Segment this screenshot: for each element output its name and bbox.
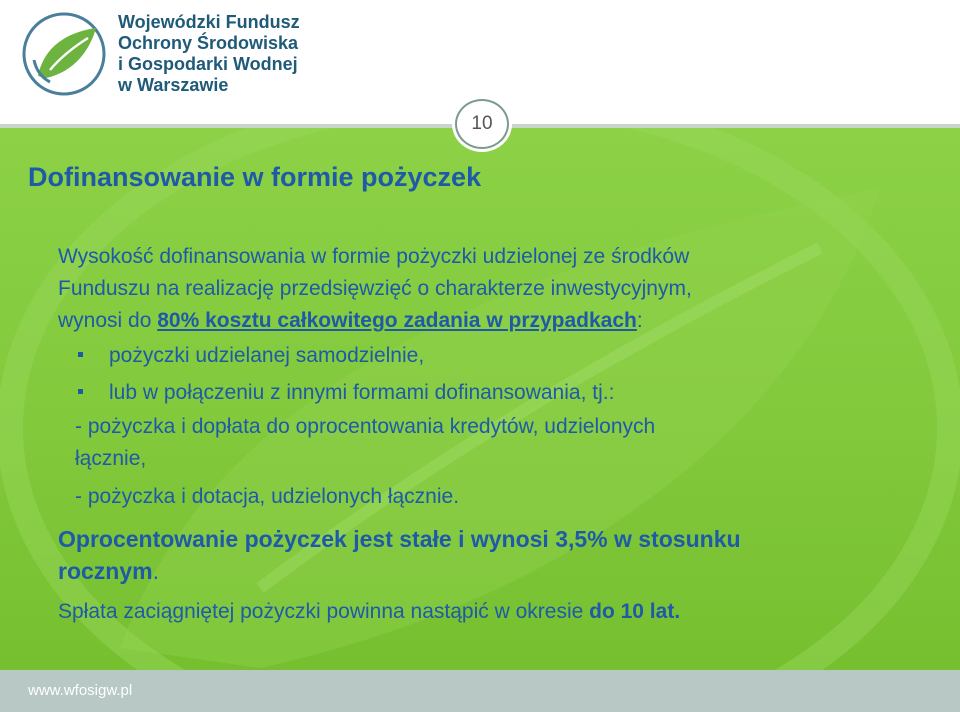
interest-suffix: . — [152, 558, 159, 584]
bullet-text: pożyczki udzielanej samodzielnie, — [109, 344, 425, 367]
slide-content — [0, 128, 960, 670]
page-number-badge — [455, 99, 509, 149]
intro-line: Funduszu na realizację przedsięwzięć o charakterze inwestycyjnym, — [58, 277, 692, 300]
bullet-item — [58, 337, 938, 374]
repayment-line — [58, 596, 938, 628]
page-number: 10 — [471, 113, 493, 134]
intro-line: Wysokość dofinansowania w formie pożyczki udzielonej ze środków — [58, 245, 690, 268]
dash-item: - pożyczka i dopłata do oprocentowania kredytów, udzielonych — [75, 415, 656, 438]
square-bullet-icon — [78, 352, 83, 357]
org-line: w Warszawie — [118, 75, 229, 95]
bullet-item — [58, 374, 938, 411]
intro-prefix: wynosi do — [58, 309, 158, 332]
footer-url-link[interactable]: www.wfosigw.pl — [28, 682, 133, 699]
organization-name — [118, 12, 300, 96]
interest-line: Oprocentowanie pożyczek jest stałe i wynosi 3,5% w stosunku — [58, 526, 741, 552]
intro-suffix: : — [636, 309, 643, 332]
footer — [0, 670, 960, 712]
intro-highlight: 80% kosztu całkowitego zadania w przypadkach — [157, 309, 637, 332]
bullet-text: lub w połączeniu z innymi formami dofinansowania, tj.: — [109, 381, 615, 404]
leaf-logo-icon — [20, 10, 108, 98]
intro-line — [58, 305, 938, 337]
slide-title: Dofinansowanie w formie pożyczek — [28, 162, 482, 192]
org-line: Wojewódzki Fundusz — [118, 12, 300, 32]
interest-line — [58, 555, 938, 587]
org-line: i Gospodarki Wodnej — [118, 54, 298, 74]
slide-body — [58, 241, 938, 628]
dash-item: - pożyczka i dotacja, udzielonych łącznie. — [75, 485, 460, 508]
interest-paragraph — [58, 523, 938, 587]
dash-item-continuation: łącznie, — [75, 447, 147, 470]
org-line: Ochrony Środowiska — [118, 33, 299, 53]
interest-bold: rocznym — [58, 558, 153, 584]
square-bullet-icon — [78, 389, 83, 394]
repayment-text: Spłata zaciągniętej pożyczki powinna nastąpić w okresie — [58, 600, 590, 623]
repayment-bold: do 10 lat. — [589, 600, 681, 623]
